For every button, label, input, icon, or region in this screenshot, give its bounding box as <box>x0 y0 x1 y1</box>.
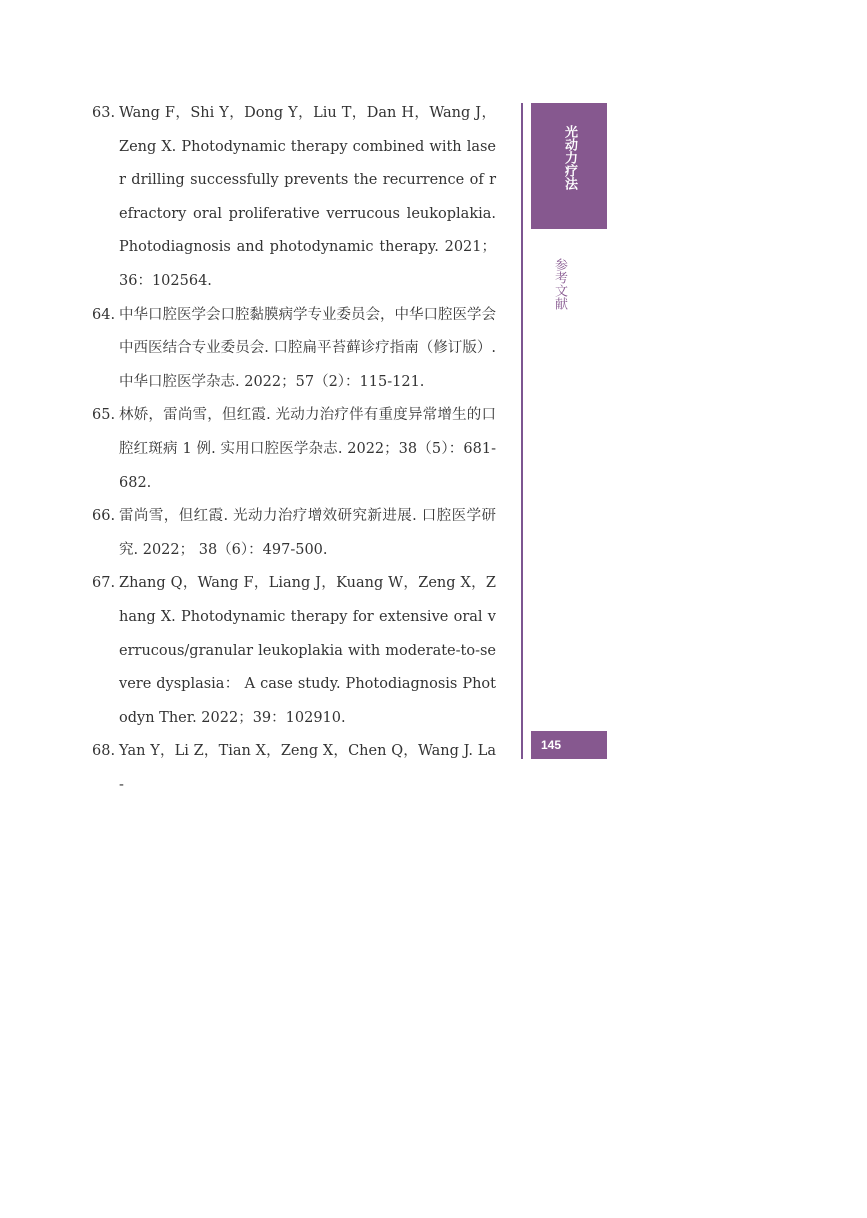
reference-number: 65. <box>92 407 116 424</box>
vertical-divider <box>521 103 523 759</box>
reference-number: 67. <box>92 575 116 592</box>
reference-text: 林娇，雷尚雪，但红霞. 光动力治疗伴有重度异常增生的口腔红斑病 1 例. 实用口腔医学杂志. 2022；38（5）：681-682. <box>119 407 496 491</box>
reference-text: 中华口腔医学会口腔黏膜病学专业委员会，中华口腔医学会中西医结合专业委员会. 口腔扁平苔藓诊疗指南（修订版）. 中华口腔医学杂志. 2022；57（2）：115-121. <box>119 306 496 390</box>
reference-text: 雷尚雪，但红霞. 光动力治疗增效研究新进展. 口腔医学研究. 2022； 38（6）：497-500. <box>119 508 496 558</box>
page-number: 145 <box>531 731 607 759</box>
reference-item-63 <box>92 97 496 299</box>
section-label: 参考文献 <box>552 258 567 310</box>
reference-text: Wang F，Shi Y，Dong Y，Liu T，Dan H，Wang J，Zeng X. Photodynamic therapy combined with laser drilling successfully prevents the recurrence of refractory oral proliferative verrucous leukoplakia. Photodiagnosis and photodynamic therapy. 2021；36：102564. <box>119 105 496 289</box>
reference-item-65 <box>92 399 496 500</box>
reference-list <box>92 97 496 802</box>
chapter-title: 光动力疗法 <box>562 125 577 190</box>
reference-item-64 <box>92 299 496 400</box>
reference-item-67 <box>92 567 496 735</box>
reference-number: 68. <box>92 743 116 760</box>
reference-number: 66. <box>92 508 116 525</box>
reference-text: Zhang Q，Wang F，Liang J，Kuang W，Zeng X，Zhang X. Photodynamic therapy for extensive oral verrucous/granular leukoplakia with moderate-to-severe dysplasia： A case study. Photodiagnosis Photodyn Ther. 2022；39：102910. <box>119 575 496 726</box>
reference-text: Yan Y，Li Z，Tian X，Zeng X，Chen Q，Wang J. La- <box>119 743 496 793</box>
reference-item-68 <box>92 735 496 802</box>
reference-number: 64. <box>92 306 116 323</box>
chapter-tab <box>531 103 607 229</box>
reference-number: 63. <box>92 105 116 121</box>
reference-item-66 <box>92 500 496 567</box>
